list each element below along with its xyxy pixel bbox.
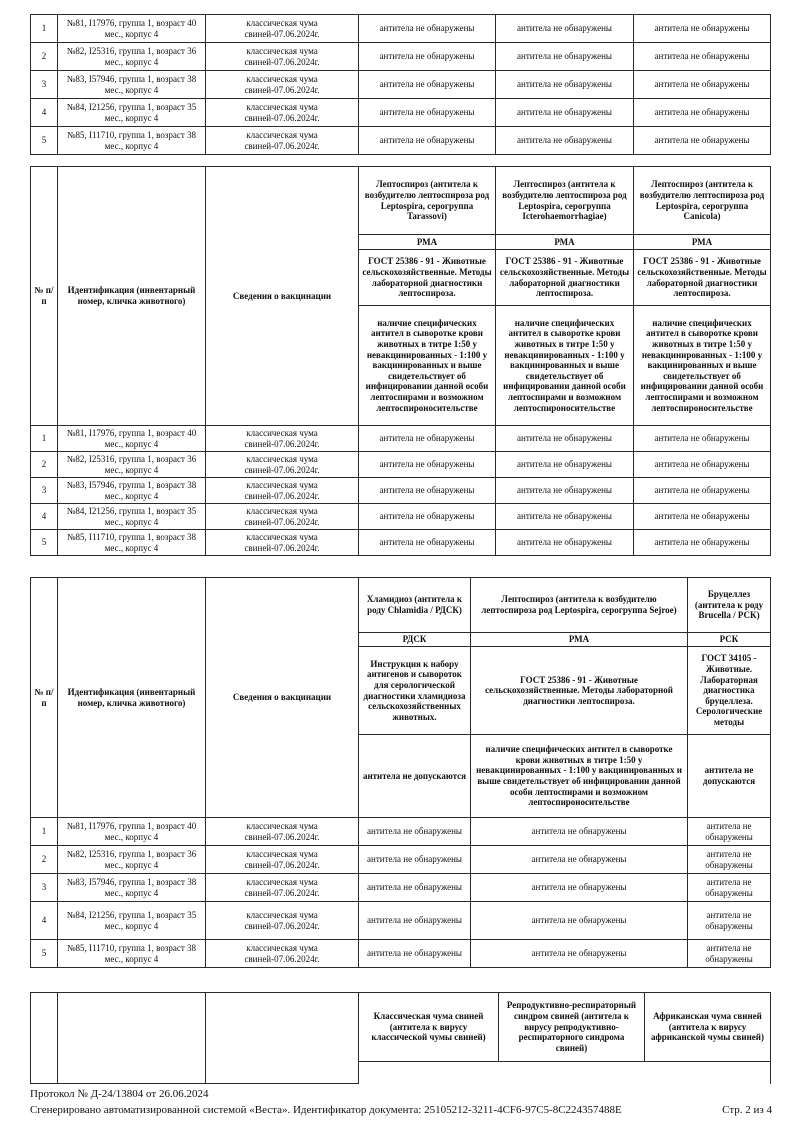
test-result-cell: антитела не обнаружены xyxy=(359,846,471,874)
animal-id-cell: №84, I21256, группа 1, возраст 35 мес., корпус 4 xyxy=(58,504,206,530)
vaccination-header-cell xyxy=(206,993,359,1084)
vaccination-info-cell: классическая чума свиней-07.06.2024г. xyxy=(206,15,359,43)
test-result-cell: антитела не обнаружены xyxy=(634,99,771,127)
vaccination-info-cell: классическая чума свиней-07.06.2024г. xyxy=(206,940,359,968)
test-result-cell: антитела не обнаружены xyxy=(359,426,496,452)
table-row xyxy=(31,846,771,874)
test-result-cell: антитела не обнаружены xyxy=(634,15,771,43)
row-number-cell: 2 xyxy=(31,452,58,478)
test-result-cell: антитела не обнаружены xyxy=(359,902,471,940)
vaccination-info-cell: классическая чума свиней-07.06.2024г. xyxy=(206,452,359,478)
animal-id-cell: №84, I21256, группа 1, возраст 35 мес., корпус 4 xyxy=(58,99,206,127)
generated-by-text: Сгенерировано автоматизированной системой «Веста». Идентификатор документа: 25105212-3211-4CF6-97C5-8C224357488E xyxy=(30,1104,622,1116)
table-row xyxy=(31,15,771,43)
vaccination-info-cell: классическая чума свиней-07.06.2024г. xyxy=(206,504,359,530)
row-number-cell: 1 xyxy=(31,15,58,43)
test-result-cell: антитела не обнаружены xyxy=(634,530,771,556)
test-result-cell: антитела не обнаружены xyxy=(496,504,634,530)
vaccination-info-cell: классическая чума свиней-07.06.2024г. xyxy=(206,426,359,452)
vaccination-info-cell: классическая чума свиней-07.06.2024г. xyxy=(206,846,359,874)
test-result-cell: антитела не обнаружены xyxy=(496,426,634,452)
row-number-cell: 5 xyxy=(31,530,58,556)
results-table-top xyxy=(30,14,771,155)
test-result-cell: антитела не обнаружены xyxy=(496,127,634,155)
num-header-cell: № п/п xyxy=(31,167,58,426)
table-row xyxy=(31,127,771,155)
next-tests-table xyxy=(30,992,771,1084)
vaccination-info-cell: классическая чума свиней-07.06.2024г. xyxy=(206,71,359,99)
vaccination-info-cell: классическая чума свиней-07.06.2024г. xyxy=(206,99,359,127)
page-number: Стр. 2 из 4 xyxy=(722,1104,772,1116)
test-name-header: Лептоспироз (антитела к возбудителю лептоспироза род Leptospira, серогруппа Icterohaemorrhagiae) xyxy=(496,167,634,235)
animal-id-cell: №85, I11710, группа 1, возраст 38 мес., корпус 4 xyxy=(58,530,206,556)
test-result-cell: антитела не обнаружены xyxy=(634,426,771,452)
test-result-cell: антитела не обнаружены xyxy=(496,530,634,556)
test-method-abbr: РДСК xyxy=(359,633,471,647)
test-method-abbr: РМА xyxy=(359,235,496,250)
test-result-cell: антитела не обнаружены xyxy=(359,818,471,846)
vaccination-header-cell: Сведения о вакцинации xyxy=(206,167,359,426)
num-header-cell: № п/п xyxy=(31,578,58,818)
row-number-cell: 4 xyxy=(31,504,58,530)
test-result-cell: антитела не обнаружены xyxy=(359,71,496,99)
vaccination-info-cell: классическая чума свиней-07.06.2024г. xyxy=(206,530,359,556)
table-row xyxy=(31,530,771,556)
test-criteria: наличие специфических антител в сыворотке крови животных в титре 1:50 у невакцинированных - 1:100 у вакцинированных и выше свидетельствует об инфицировании данной особи лептоспирами и возможном лептоспироносительстве xyxy=(359,306,496,426)
row-number-cell: 3 xyxy=(31,71,58,99)
test-result-cell: антитела не обнаружены xyxy=(634,127,771,155)
test-method-abbr: РСК xyxy=(688,633,771,647)
row-number-cell: 4 xyxy=(31,99,58,127)
row-number-cell: 2 xyxy=(31,43,58,71)
test-result-cell: антитела не обнаружены xyxy=(359,15,496,43)
vaccination-info-cell: классическая чума свиней-07.06.2024г. xyxy=(206,874,359,902)
table-row xyxy=(31,478,771,504)
row-number-cell: 3 xyxy=(31,478,58,504)
test-result-cell: антитела не обнаружены xyxy=(496,15,634,43)
leptospirosis-results-table xyxy=(30,166,771,556)
test-method-standard: ГОСТ 25386 - 91 - Животные сельскохозяйственные. Методы лабораторной диагностики лептоспироза. xyxy=(634,250,771,306)
test-result-cell: антитела не обнаружены xyxy=(359,530,496,556)
identification-header-cell: Идентификация (инвентарный номер, кличка животного) xyxy=(58,578,206,818)
test-result-cell: антитела не обнаружены xyxy=(496,43,634,71)
continuation-cell xyxy=(359,1062,771,1084)
animal-id-cell: №83, I57946, группа 1, возраст 38 мес., корпус 4 xyxy=(58,874,206,902)
animal-id-cell: №83, I57946, группа 1, возраст 38 мес., корпус 4 xyxy=(58,478,206,504)
animal-id-cell: №85, I11710, группа 1, возраст 38 мес., корпус 4 xyxy=(58,127,206,155)
test-result-cell: антитела не обнаружены xyxy=(496,452,634,478)
test-result-cell: антитела не обнаружены xyxy=(634,478,771,504)
vaccination-info-cell: классическая чума свиней-07.06.2024г. xyxy=(206,478,359,504)
test-result-cell: антитела не обнаружены xyxy=(634,71,771,99)
num-header-cell xyxy=(31,993,58,1084)
test-criteria: антитела не допускаются xyxy=(359,735,471,818)
protocol-number-line: Протокол № Д-24/13804 от 26.06.2024 xyxy=(30,1088,209,1100)
header-row-test-names xyxy=(31,993,771,1062)
test-result-cell: антитела не обнаружены xyxy=(471,818,688,846)
test-result-cell: антитела не обнаружены xyxy=(688,902,771,940)
vaccination-info-cell: классическая чума свиней-07.06.2024г. xyxy=(206,818,359,846)
test-result-cell: антитела не обнаружены xyxy=(359,478,496,504)
test-result-cell: антитела не обнаружены xyxy=(634,452,771,478)
test-criteria: антитела не допускаются xyxy=(688,735,771,818)
test-result-cell: антитела не обнаружены xyxy=(688,874,771,902)
test-result-cell: антитела не обнаружены xyxy=(359,504,496,530)
animal-id-cell: №81, I17976, группа 1, возраст 40 мес., корпус 4 xyxy=(58,426,206,452)
animal-id-cell: №83, I57946, группа 1, возраст 38 мес., корпус 4 xyxy=(58,71,206,99)
test-result-cell: антитела не обнаружены xyxy=(634,504,771,530)
animal-id-cell: №82, I25316, группа 1, возраст 36 мес., корпус 4 xyxy=(58,452,206,478)
animal-id-cell: №82, I25316, группа 1, возраст 36 мес., корпус 4 xyxy=(58,846,206,874)
test-result-cell: антитела не обнаружены xyxy=(688,846,771,874)
test-result-cell: антитела не обнаружены xyxy=(471,940,688,968)
test-result-cell: антитела не обнаружены xyxy=(688,818,771,846)
test-name-header: Лептоспироз (антитела к возбудителю лептоспироза род Leptospira, серогруппа Tarassovi) xyxy=(359,167,496,235)
row-number-cell: 1 xyxy=(31,426,58,452)
test-method-abbr: РМА xyxy=(496,235,634,250)
test-result-cell: антитела не обнаружены xyxy=(359,874,471,902)
header-row-test-names xyxy=(31,578,771,633)
test-result-cell: антитела не обнаружены xyxy=(496,478,634,504)
table-row xyxy=(31,902,771,940)
test-name-header: Лептоспироз (антитела к возбудителю лептоспироза род Leptospira, серогруппа Canicola) xyxy=(634,167,771,235)
test-result-cell: антитела не обнаружены xyxy=(496,71,634,99)
header-row-test-names xyxy=(31,167,771,235)
row-number-cell: 2 xyxy=(31,846,58,874)
table-row xyxy=(31,99,771,127)
test-method-standard: ГОСТ 25386 - 91 - Животные сельскохозяйственные. Методы лабораторной диагностики лептоспироза. xyxy=(496,250,634,306)
chlamydia-leptospirosis-brucellosis-table xyxy=(30,577,771,968)
animal-id-cell: №81, I17976, группа 1, возраст 40 мес., корпус 4 xyxy=(58,818,206,846)
table-row xyxy=(31,426,771,452)
identification-header-cell: Идентификация (инвентарный номер, кличка животного) xyxy=(58,167,206,426)
test-method-standard: ГОСТ 25386 - 91 - Животные сельскохозяйственные. Методы лабораторной диагностики лептоспироза. xyxy=(359,250,496,306)
vaccination-info-cell: классическая чума свиней-07.06.2024г. xyxy=(206,43,359,71)
test-name-header: Хламидиоз (антитела к роду Chlamidia / РДСК) xyxy=(359,578,471,633)
row-number-cell: 4 xyxy=(31,902,58,940)
table-row xyxy=(31,504,771,530)
animal-id-cell: №84, I21256, группа 1, возраст 35 мес., корпус 4 xyxy=(58,902,206,940)
animal-id-cell: №85, I11710, группа 1, возраст 38 мес., корпус 4 xyxy=(58,940,206,968)
test-result-cell: антитела не обнаружены xyxy=(359,43,496,71)
test-result-cell: антитела не обнаружены xyxy=(471,874,688,902)
vaccination-info-cell: классическая чума свиней-07.06.2024г. xyxy=(206,902,359,940)
table-row xyxy=(31,71,771,99)
test-method-abbr: РМА xyxy=(471,633,688,647)
table-row xyxy=(31,874,771,902)
table-row xyxy=(31,818,771,846)
test-result-cell: антитела не обнаружены xyxy=(359,99,496,127)
test-method-standard: Инструкция к набору антигенов и сывороток для серологической диагностики хламидиоза сельскохозяйственных животных. xyxy=(359,647,471,735)
test-result-cell: антитела не обнаружены xyxy=(496,99,634,127)
test-result-cell: антитела не обнаружены xyxy=(634,43,771,71)
row-number-cell: 1 xyxy=(31,818,58,846)
animal-id-cell: №81, I17976, группа 1, возраст 40 мес., корпус 4 xyxy=(58,15,206,43)
row-number-cell: 5 xyxy=(31,127,58,155)
vaccination-header-cell: Сведения о вакцинации xyxy=(206,578,359,818)
test-name-header: Классическая чума свиней (антитела к вирусу классической чумы свиней) xyxy=(359,993,499,1062)
test-result-cell: антитела не обнаружены xyxy=(359,940,471,968)
test-name-header: Лептоспироз (антитела к возбудителю лептоспироза род Leptospira, серогруппа Sejroe) xyxy=(471,578,688,633)
animal-id-cell: №82, I25316, группа 1, возраст 36 мес., корпус 4 xyxy=(58,43,206,71)
vaccination-info-cell: классическая чума свиней-07.06.2024г. xyxy=(206,127,359,155)
test-name-header: Репродуктивно-респираторный синдром свиней (антитела к вирусу репродуктивно-респираторного синдрома свиней) xyxy=(499,993,645,1062)
test-method-standard: ГОСТ 25386 - 91 - Животные сельскохозяйственные. Методы лабораторной диагностики лептоспироза. xyxy=(471,647,688,735)
table-row xyxy=(31,43,771,71)
test-result-cell: антитела не обнаружены xyxy=(471,902,688,940)
test-result-cell: антитела не обнаружены xyxy=(359,127,496,155)
identification-header-cell xyxy=(58,993,206,1084)
footer-line xyxy=(30,1104,772,1116)
test-criteria: наличие специфических антител в сыворотке крови животных в титре 1:50 у невакцинированных - 1:100 у вакцинированных и выше свидетельствует об инфицировании данной особи лептоспирами и возможном лептоспироносительстве xyxy=(634,306,771,426)
test-method-standard: ГОСТ 34105 - Животные. Лабораторная диагностика бруцеллеза. Серологические методы xyxy=(688,647,771,735)
test-name-header: Африканская чума свиней (антитела к вирусу африканской чумы свиней) xyxy=(645,993,771,1062)
test-result-cell: антитела не обнаружены xyxy=(471,846,688,874)
test-name-header: Бруцеллез (антитела к роду Brucella / РСК) xyxy=(688,578,771,633)
row-number-cell: 3 xyxy=(31,874,58,902)
test-result-cell: антитела не обнаружены xyxy=(359,452,496,478)
row-number-cell: 5 xyxy=(31,940,58,968)
table-row xyxy=(31,940,771,968)
test-method-abbr: РМА xyxy=(634,235,771,250)
test-result-cell: антитела не обнаружены xyxy=(688,940,771,968)
table-row xyxy=(31,452,771,478)
test-criteria: наличие специфических антител в сыворотке крови животных в титре 1:50 у невакцинированных - 1:100 у вакцинированных и выше свидетельствует об инфицировании данной особи лептоспирами и возможном лептоспироносительстве xyxy=(496,306,634,426)
test-criteria: наличие специфических антител в сыворотке крови животных в титре 1:50 у невакцинированных - 1:100 у вакцинированных и выше свидетельствует об инфицировании данной особи лептоспирами и возможном лептоспироносительстве xyxy=(471,735,688,818)
